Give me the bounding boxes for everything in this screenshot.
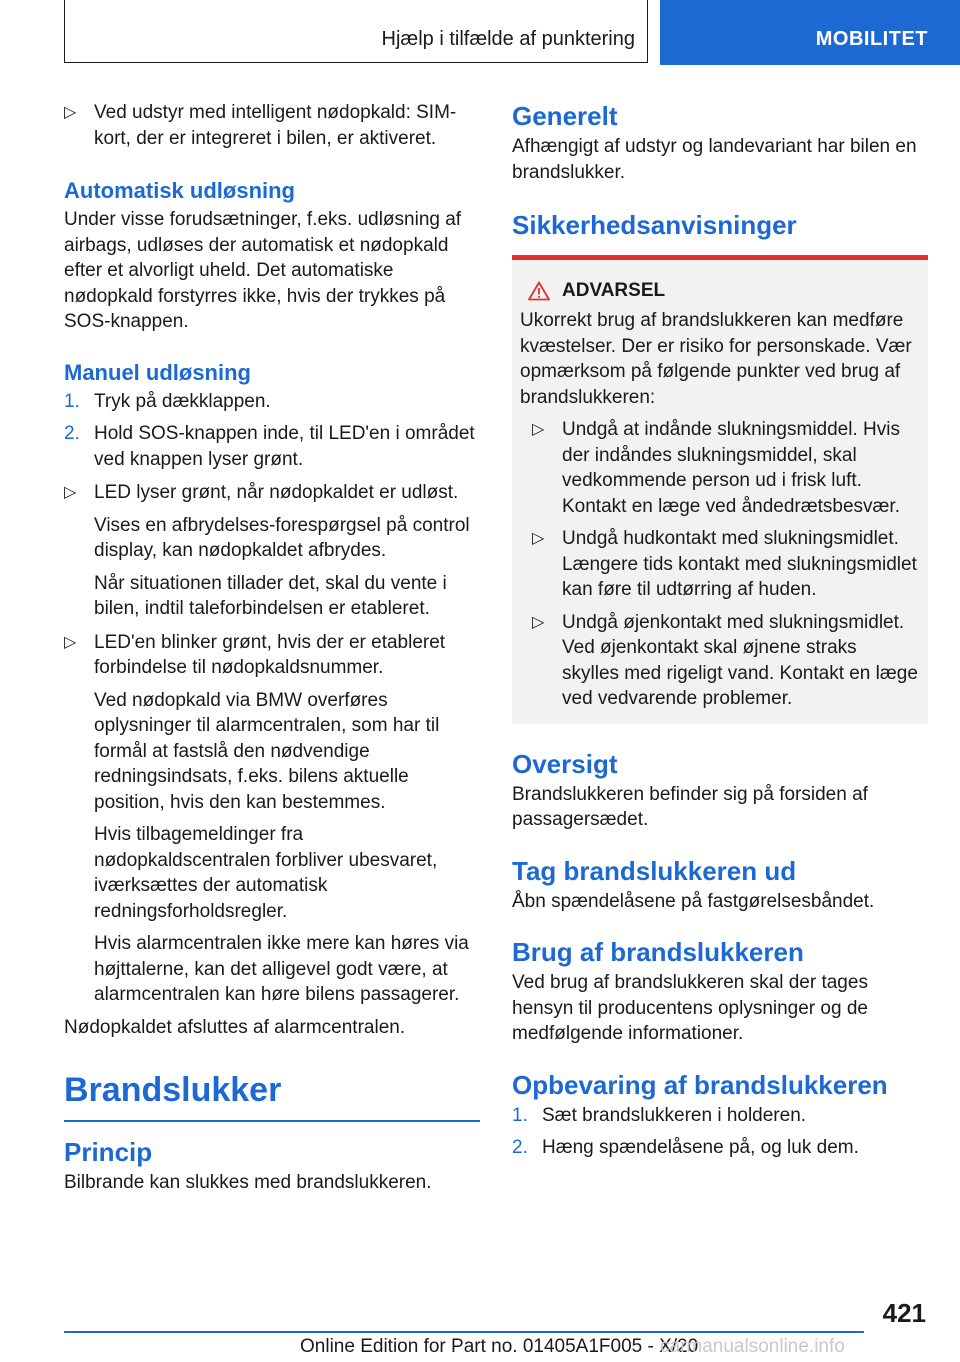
right-column — [512, 100, 928, 1161]
led-green-para-2: Når situationen tillader det, skal du vente i bilen, indtil taleforbindelsen er etableret. — [94, 572, 447, 619]
warning-triangle-icon — [528, 281, 550, 301]
heading-auto: Automatisk udløsning — [64, 178, 295, 203]
header-chapter-box — [64, 0, 648, 63]
heading-oversigt: Oversigt — [512, 748, 618, 779]
watermark: carmanualsonline.info — [660, 1336, 845, 1357]
footer-edition: Online Edition for Part no. 01405A1F005 - X/20 — [300, 1336, 699, 1357]
heading-sikkerhed: Sikkerhedsanvisninger — [512, 210, 797, 240]
end-text: Nødopkaldet afsluttes af alarmcentralen. — [64, 1016, 406, 1038]
heading-brandslukker: Brandslukker — [64, 1071, 282, 1109]
brug-text: Ved brug af brandslukkeren skal der tages hensyn til producentens oplysninger og de medfølgende informationer. — [512, 972, 868, 1044]
page-number: 421 — [882, 1298, 926, 1328]
led-blink-para-3: Hvis alarmcentralen ikke mere kan høres via højttalerne, kan det alligevel godt være, at alarmcentralen kan høre bilens passagerer. — [94, 933, 469, 1005]
bullet-led-green: ▷ LED lyser grønt, når nødopkaldet er udløst. — [64, 480, 480, 506]
intro-bullet: ▷ Ved udstyr med intelligent nødopkald: SIM-kort, der er integreret i bilen, er aktiveret. — [64, 100, 480, 151]
step-2: 2. Hold SOS-knappen inde, til LED'en i området ved knappen lyser grønt. — [64, 423, 475, 470]
warning-item: ▷ Undgå at indånde slukningsmiddel. Hvis der indåndes slukningsmiddel, skal vedkommende person ud i frisk luft. Kontakt en læge ved åndedrætsbesvær. — [532, 417, 918, 519]
led-blink-para-1: Ved nødopkald via BMW overføres oplysninger til alarmcentralen, som har til formål at fastslå den nødvendige redningsindsats, f.eks. bilens aktuelle position, hvis den kan bestemmes. — [94, 689, 440, 813]
princip-text: Bilbrande kan slukkes med brandslukkeren. — [64, 1171, 432, 1193]
bullet-icon: ▷ — [532, 613, 545, 631]
heading-tag-ud: Tag brandslukkeren ud — [512, 855, 797, 886]
heading-manual: Manuel udløsning — [64, 359, 251, 385]
generelt-text: Afhængigt af udstyr og landevariant har bilen en brandslukker. — [512, 136, 917, 183]
bullet-led-blink: ▷ LED'en blinker grønt, hvis der er etableret forbindelse til nødopkaldsnummer. — [64, 630, 480, 681]
heading-brug: Brug af brandslukkeren — [512, 937, 804, 967]
bullet-icon: ▷ — [64, 104, 77, 121]
bullet-icon: ▷ — [532, 421, 545, 438]
opb-step-2: 2. Hæng spændelåsene på, og luk dem. — [512, 1137, 859, 1158]
heading-divider — [64, 1120, 480, 1122]
step-1: 1. Tryk på dækklappen. — [64, 390, 271, 412]
warning-header — [520, 280, 918, 302]
footer-divider — [64, 1331, 864, 1333]
tag-text: Åbn spændelåsene på fastgørelsesbåndet. — [512, 890, 875, 912]
warning-box — [512, 255, 928, 724]
warning-title: ADVARSEL — [562, 280, 666, 301]
bullet-icon: ▷ — [64, 484, 77, 501]
led-green-para-1: Vises en afbrydelses-forespørgsel på control display, kan nødopkaldet afbrydes. — [94, 514, 470, 561]
led-blink-para-2: Hvis tilbagemeldinger fra nødopkaldscentralen forbliver ubesvaret, iværksættes der automatisk redningsforholdsregler. — [94, 824, 438, 922]
opb-step-1: 1. Sæt brandslukkeren i holderen. — [512, 1104, 807, 1126]
chapter-title: Hjælp i tilfælde af punktering — [381, 28, 635, 50]
bullet-icon: ▷ — [532, 530, 545, 547]
warning-text: Ukorrekt brug af brandslukkeren kan medføre kvæstelser. Der er risiko for personskade. Vær opmærksom på følgende punkter ved brug af brandslukkeren: — [520, 310, 912, 408]
heading-generelt: Generelt — [512, 101, 618, 131]
heading-princip: Princip — [64, 1136, 153, 1167]
warning-item: ▷ Undgå øjenkontakt med slukningsmidlet. Ved øjenkontakt skal øjnene straks skylles med rigeligt vand. Kontakt en læge ved vedvarende problemer. — [532, 610, 918, 712]
left-column — [64, 100, 480, 1195]
warning-item: ▷ Undgå hudkontakt med slukningsmidlet. Længere tids kontakt med slukningsmidlet kan føre til udtørring af huden. — [532, 526, 918, 603]
header-section-box — [660, 0, 960, 65]
auto-text: Under visse forudsætninger, f.eks. udløsning af airbags, udløses der automatisk et nødopkald efter et alvorligt uheld. Det automatiske nødopkald forstyrres ikke, hvis der trykkes på SOS-knappen. — [64, 209, 462, 332]
heading-opbevaring: Opbevaring af brandslukkeren — [512, 1069, 888, 1100]
bullet-icon: ▷ — [64, 633, 77, 651]
section-title: MOBILITET — [815, 28, 928, 50]
oversigt-text: Brandslukkeren befinder sig på forsiden af passagersædet. — [512, 783, 868, 830]
